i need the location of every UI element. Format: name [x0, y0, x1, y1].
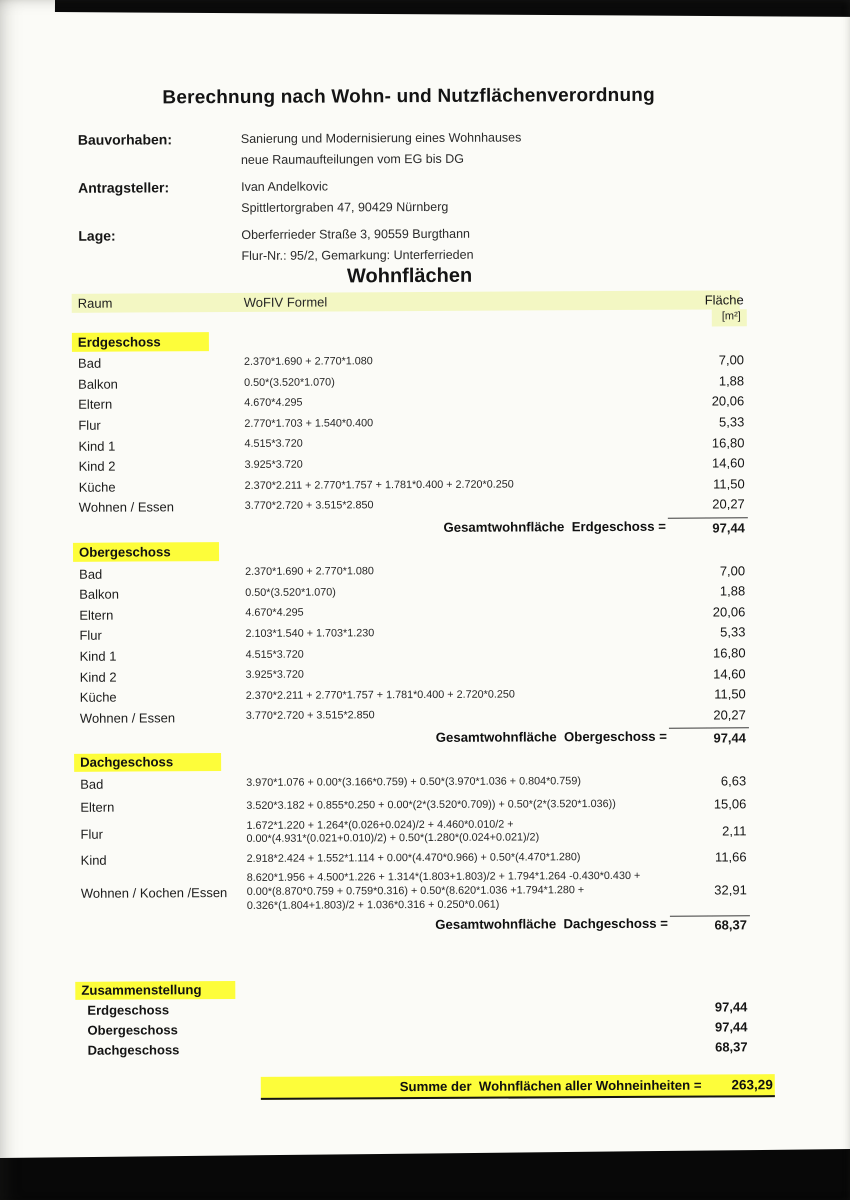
room-name: Kind 1	[79, 648, 117, 664]
meta-label: Bauvorhaben:	[77, 131, 173, 148]
wofiv-formula: 2.370*1.690 + 2.770*1.080	[243, 355, 373, 368]
room-name: Balkon	[79, 586, 120, 602]
room-name: Kind 2	[78, 458, 116, 475]
col-header-flaeche: Fläche	[704, 292, 744, 308]
summary-floor-label: Dachgeschoss	[87, 1042, 180, 1058]
room-name: Wohnen / Essen	[79, 710, 176, 726]
meta-row	[78, 222, 771, 267]
room-name: Kind 2	[79, 669, 117, 685]
area-value: 16,80	[711, 434, 745, 451]
wofiv-formula: 3.770*2.720 + 3.515*2.850	[245, 709, 375, 723]
floor-section	[74, 750, 750, 938]
meta-line: Flur-Nr.: 95/2, Gemarkung: Unterferrieden	[241, 247, 474, 263]
summary-section	[75, 978, 773, 1101]
table-row	[74, 771, 749, 795]
floor-total-row	[74, 726, 749, 751]
document-sheet	[70, 0, 776, 1101]
floor-total-value: 97,44	[669, 728, 749, 746]
floor-total-value: 97,44	[668, 517, 748, 535]
room-name: Eltern	[79, 607, 114, 623]
wofiv-formula: 2.918*2.424 + 1.552*1.114 + 0.00*(4.470*0.966) + 0.50*(4.470*1.280)	[246, 851, 581, 865]
meta-lines	[241, 174, 771, 218]
area-value: 11,50	[713, 476, 745, 492]
room-name: Wohnen / Kochen /Essen	[80, 885, 228, 902]
room-name: Flur	[78, 417, 101, 433]
table-row	[74, 817, 749, 848]
area-unit-label: [m²]	[712, 309, 747, 326]
meta-block	[78, 126, 772, 267]
area-value: 11,66	[714, 849, 747, 865]
unit-row	[72, 309, 747, 330]
summary-row	[76, 1037, 751, 1061]
meta-line: Oberferrieder Straße 3, 90559 Burgthann	[241, 226, 470, 242]
area-value: 2,11	[722, 823, 747, 839]
room-name: Küche	[78, 479, 116, 495]
summary-header: Zusammenstellung	[75, 981, 235, 1000]
floor-section-header-row	[72, 329, 747, 351]
meta-line: Spittlertorgraben 47, 90429 Nürnberg	[241, 199, 449, 215]
area-value: 11,50	[714, 686, 746, 702]
room-name: Eltern	[80, 800, 115, 816]
meta-line: Ivan Andelkovic	[241, 179, 328, 194]
meta-row	[78, 174, 771, 219]
area-value: 14,60	[711, 455, 745, 471]
wofiv-formula: 3.925*3.720	[244, 458, 303, 471]
meta-line: neue Raumaufteilungen vom EG bis DG	[240, 151, 465, 167]
meta-lines	[241, 126, 771, 170]
wofiv-formula: 2.370*2.211 + 2.770*1.757 + 1.781*0.400 + 2.720*0.250	[244, 478, 514, 492]
wohnflaechen-heading: Wohnflächen	[346, 264, 473, 288]
room-name: Flur	[79, 628, 102, 644]
table-row	[75, 847, 750, 871]
summary-floor-value: 68,37	[715, 1039, 748, 1055]
room-name: Balkon	[78, 376, 118, 392]
floor-section-header-row	[74, 750, 749, 772]
spacer-cell	[73, 529, 245, 530]
area-value: 6,63	[720, 773, 747, 789]
area-value: 1,88	[718, 373, 745, 389]
meta-lines	[241, 222, 771, 266]
room-name: Eltern	[78, 397, 113, 413]
page-title: Berechnung nach Wohn- und Nutzflächenverordnung	[162, 84, 655, 109]
area-value: 15,06	[713, 796, 747, 812]
area-value: 7,00	[719, 562, 746, 578]
area-value: 20,27	[713, 707, 746, 723]
grand-total-label: Summe der Wohnflächen aller Wohneinheiten =	[399, 1077, 702, 1094]
area-value: 20,06	[711, 393, 745, 409]
room-name: Bad	[80, 776, 104, 793]
area-value: 5,33	[718, 414, 745, 430]
meta-label: Lage:	[78, 227, 116, 244]
meta-line: Sanierung und Modernisierung eines Wohnhauses	[240, 130, 522, 146]
summary-floor-label: Erdgeschoss	[87, 1002, 170, 1018]
summary-floor-value: 97,44	[714, 999, 748, 1015]
wofiv-formula: 2.770*1.703 + 1.540*0.400	[244, 417, 374, 430]
area-value: 20,06	[712, 604, 746, 620]
floor-section-header: Dachgeschoss	[74, 753, 221, 772]
wofiv-formula: 8.620*1.956 + 4.500*1.226 + 1.314*(1.803+1.803)/2 + 1.794*1.264 -0.430*0.430 + 0.00*(8.870*0.759 + 0.759*0.316) + 0.50*(8.620*1.036 +1.794*1.280 + 0.326*(1.804+1.803)/2 + 1.036*0.316 + 0.250*0.061)	[246, 870, 641, 912]
area-value: 5,33	[720, 624, 746, 640]
area-value: 32,91	[714, 882, 747, 898]
floor-section	[72, 329, 748, 540]
room-name: Flur	[80, 826, 103, 842]
summary-floor-value: 97,44	[714, 1019, 748, 1035]
wofiv-formula: 3.520*3.182 + 0.855*0.250 + 0.00*(2*(3.520*0.709)) + 0.50*(2*(3.520*1.036))	[246, 798, 616, 813]
room-name: Küche	[79, 689, 117, 705]
area-value: 14,60	[713, 665, 746, 681]
wofiv-formula: 4.515*3.720	[245, 648, 304, 661]
wofiv-formula: 2.103*1.540 + 1.703*1.230	[245, 627, 375, 640]
table-row	[74, 794, 749, 818]
floor-total-value: 68,37	[670, 915, 750, 933]
floor-section-header: Obergeschoss	[73, 542, 219, 561]
col-header-raum: Raum	[77, 295, 113, 311]
room-name: Bad	[79, 566, 103, 582]
floor-total-row	[73, 516, 748, 541]
wofiv-formula: 2.370*2.211 + 2.770*1.757 + 1.781*0.400 + 2.720*0.250	[245, 688, 515, 702]
spacer-cell	[74, 739, 246, 740]
area-value: 16,80	[712, 645, 746, 661]
grand-total-value: 263,29	[731, 1076, 773, 1093]
room-name: Wohnen / Essen	[78, 499, 174, 516]
room-name: Kind 1	[78, 438, 116, 454]
scan-artifact-bottom	[0, 1149, 850, 1200]
spacer-cell	[75, 926, 247, 927]
grand-total-row	[76, 1075, 773, 1101]
wofiv-formula: 3.925*3.720	[245, 668, 304, 682]
floor-total-label: Gesamtwohnfläche Obergeschoss =	[435, 728, 668, 746]
floor-total-label: Gesamtwohnfläche Dachgeschoss =	[435, 916, 669, 933]
area-value: 20,27	[712, 496, 745, 512]
wofiv-formula: 2.370*1.690 + 2.770*1.080	[245, 565, 374, 579]
floor-section-header-row	[73, 540, 748, 562]
wofiv-formula: 1.672*1.220 + 1.264*(0.026+0.024)/2 + 4.460*0.010/2 + 0.00*(4.931*(0.021+0.010)/2) + 0.50*(1.280*(0.024+0.021)/2)	[246, 818, 540, 846]
wofiv-formula: 4.670*4.295	[245, 607, 304, 620]
floor-total-label: Gesamtwohnfläche Erdgeschoss =	[443, 518, 666, 535]
summary-floor-label: Obergeschoss	[87, 1022, 178, 1038]
table-row	[74, 704, 749, 728]
wohnflaechen-table	[72, 290, 773, 1100]
floor-sections	[72, 329, 750, 937]
col-header-formel: WoFIV Formel	[243, 294, 328, 310]
wofiv-formula: 3.970*1.076 + 0.00*(3.166*0.759) + 0.50*(3.970*1.036 + 0.804*0.759)	[246, 775, 581, 789]
room-name: Bad	[77, 355, 102, 372]
wofiv-formula: 0.50*(3.520*1.070)	[244, 376, 335, 389]
table-row	[75, 870, 750, 914]
wofiv-formula: 4.515*3.720	[244, 438, 303, 451]
table-row	[73, 494, 748, 518]
room-name: Kind	[80, 852, 107, 868]
floor-section	[73, 540, 749, 751]
meta-row	[78, 126, 771, 171]
area-value: 7,00	[718, 352, 745, 368]
grand-total-band	[261, 1074, 775, 1099]
wofiv-formula: 4.670*4.295	[244, 396, 303, 410]
wofiv-formula: 0.50*(3.520*1.070)	[245, 586, 336, 599]
area-value: 1,88	[719, 583, 746, 599]
meta-label: Antragsteller:	[78, 179, 170, 196]
floor-section-header: Erdgeschoss	[72, 332, 209, 351]
floor-total-row	[75, 913, 750, 938]
summary-rows	[75, 997, 750, 1061]
wofiv-formula: 3.770*2.720 + 3.515*2.850	[244, 499, 374, 513]
